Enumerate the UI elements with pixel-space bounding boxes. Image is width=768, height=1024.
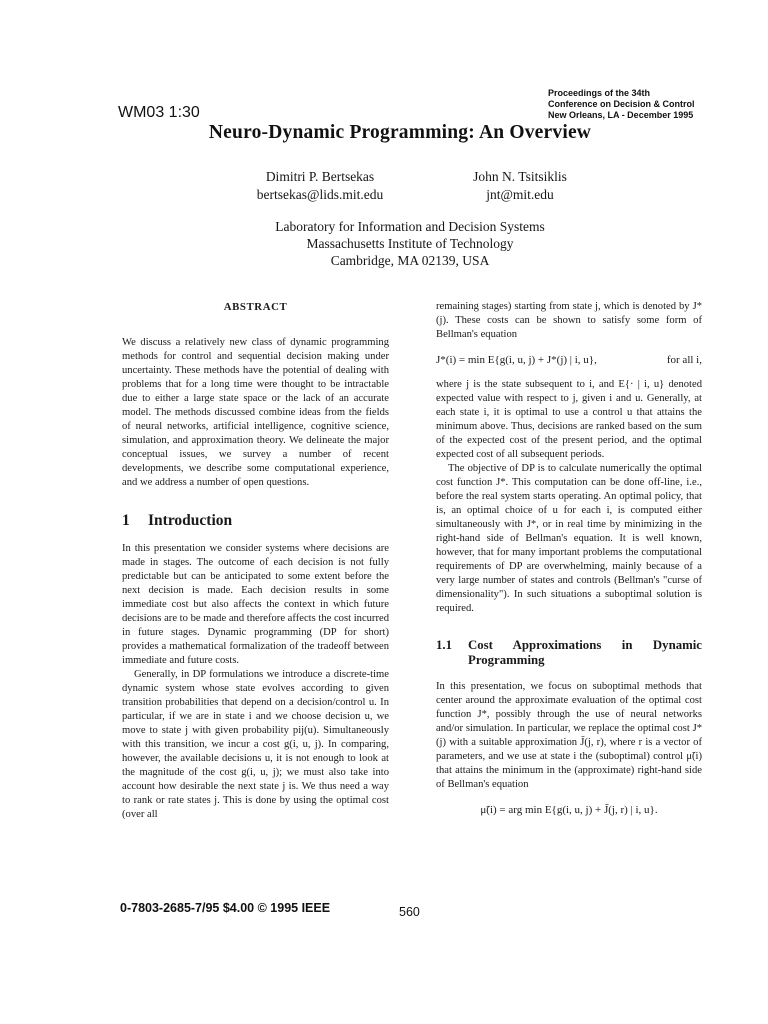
author-email: bertsekas@lids.mit.edu [256,187,384,202]
affiliation-line: Laboratory for Information and Decision Systems [275,219,545,234]
paragraph: where j is the state subsequent to i, and E{· | i, u} denoted expected value with respect to j, given i and u. Generally, at each state i, it is optimal to use a control u that attains the minimum above. Thus, decisions are ranked based on the sum of the expected cost of the present period, and the optimal expected cost of all subsequent periods. [436,379,702,460]
page-number: 560 [399,905,420,919]
abstract-text: We discuss a relatively new class of dynamic programming methods for control and sequential decision making under uncertainty. These methods have the potential of dealing with problems that for a long time were thought to be intractable due to either a large state space or the lack of an accurate model. The methods discussed combine ideas from the fields of neural networks, artificial intelligence, cognitive science, simulation, and approximation theory. We delineate the major conceptual issues, we survey a number of recent developments, we describe some computational experience, and we address a number of open questions. [122,337,389,488]
section-number: 1 [122,512,130,529]
paragraph: In this presentation, we focus on suboptimal methods that center around the approximate evaluation of the optimal cost function J*, possibly through the use of neural networks and/or simulation. In particular, we replace the optimal cost J*(j) with a suitable approximation J̃(j, r), where r is a vector of parameters, and we use at state i the (suboptimal) control μ̃(i) that attains the minimum in the (approximate) right-hand side of Bellman's equation [436,681,702,790]
proceedings-line: New Orleans, LA - December 1995 [548,110,694,120]
affiliation [200,218,620,269]
proceedings-line: Proceedings of the 34th [548,88,651,98]
author-block [440,168,600,204]
section-heading [122,512,389,530]
author-email: jnt@mit.edu [486,187,554,202]
affiliation-line: Cambridge, MA 02139, USA [330,253,490,268]
equation-expression: J*(i) = min E{g(i, u, j) + J*(j) | i, u}, [436,354,597,366]
control-equation [436,803,702,817]
copyright-line: 0-7803-2685-7/95 $4.00 © 1995 IEEE [120,901,331,915]
left-column [122,300,389,822]
abstract-heading: ABSTRACT [223,301,288,313]
right-column [436,300,702,828]
affiliation-line: Massachusetts Institute of Technology [306,236,514,251]
session-code: WM03 1:30 [118,104,200,121]
subsection-heading [436,638,702,668]
paragraph: In this presentation we consider systems where decisions are made in stages. The outcome of each decision is not fully predictable but can be anticipated to some extent before the next decision is made. Each decision results in some immediate cost but also affects the context in which future decisions are to be made and therefore affects the cost incurred in future stages. Dynamic programming (DP for short) provides a mathematical formalization of the tradeoff between immediate and future costs. [122,543,389,666]
paragraph: Generally, in DP formulations we introduce a discrete-time dynamic system whose state evolves according to given transition probabilities that depend on a decision/control u. In particular, if we are in state i and we choose decision u, we move to state j with given probability pij(u). Simultaneously with this transition, we incur a cost g(i, u, j). In comparing, however, the available decisions u, it is not enough to look at the magnitude of the cost g(i, u, j); we must also take into account how desirable the next state j is. We thus need a way to rank or rate states j. This is done by using the optimal cost (over all [122,669,389,820]
section-title: Introduction [148,512,233,529]
equation-condition: for all i, [666,354,702,366]
paper-title: Neuro-Dynamic Programming: An Overview [208,122,592,143]
proceedings-line: Conference on Decision & Control [548,99,695,109]
proceedings-note [548,88,758,121]
paragraph: remaining stages) starting from state j, which is denoted by J*(j). These costs can be shown to satisfy some form of Bellman's equation [436,301,702,340]
author-name: John N. Tsitsiklis [473,169,567,184]
subsection-number: 1.1 [436,638,452,652]
paragraph: The objective of DP is to calculate numerically the optimal cost function J*. This computation can be done off-line, i.e., before the real system starts operating. An optimal policy, that is, an optimal choice of u for each i, is computed either simultaneously with J*, or in real time by minimizing in the right-hand side of Bellman's equation. It is well known, however, that for many important problems the computational requirements of DP are overwhelming, mainly because of a very large number of states and controls (Bellman's "curse of dimensionality"). In such situations a suboptimal solution is required. [436,463,702,614]
author-name: Dimitri P. Bertsekas [265,169,375,184]
bellman-equation [436,353,702,367]
author-block [230,168,410,204]
subsection-title: Cost Approximations in Dynamic Programming [468,638,702,667]
equation-expression: μ̃(i) = arg min E{g(i, u, j) + J̃(j, r) | i, u}. [480,804,658,816]
